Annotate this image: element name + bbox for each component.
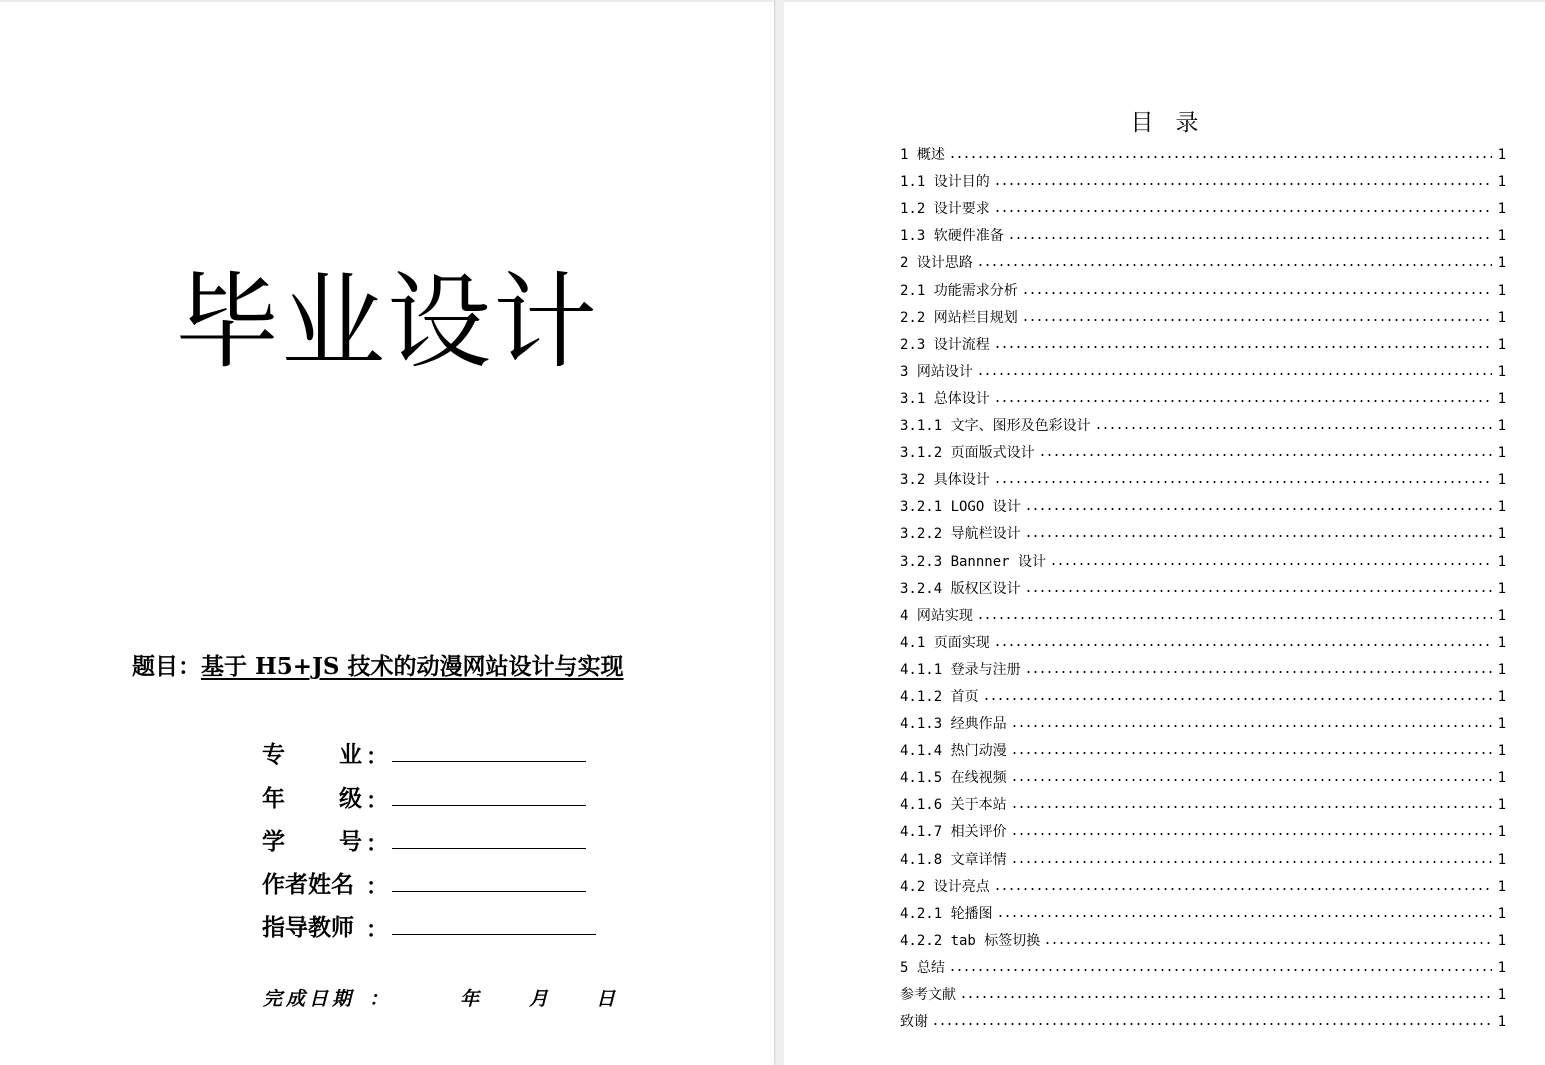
toc-dot-leader: [1011, 858, 1492, 866]
field-student-id: [262, 826, 586, 858]
toc-dot-leader: [1095, 424, 1492, 432]
toc-entry-page: 1: [1497, 878, 1506, 895]
toc-entry-text: 2.3 设计流程: [900, 336, 990, 353]
toc-entry[interactable]: [900, 467, 1506, 494]
toc-dot-leader: [960, 993, 1492, 1001]
toc-dot-leader: [1011, 722, 1492, 730]
toc-entry-text: 4.1 页面实现: [900, 634, 990, 651]
field-major: [262, 739, 586, 771]
toc-entry[interactable]: [900, 521, 1506, 548]
field-author-line[interactable]: [392, 869, 586, 892]
toc-entry[interactable]: [900, 494, 1506, 521]
toc-dot-leader: [1044, 939, 1492, 947]
field-author-label: 作者姓名: [262, 871, 354, 898]
toc-entry-text: 3 网站设计: [900, 363, 973, 380]
field-grade-char-1: 年: [262, 785, 285, 812]
toc-entry[interactable]: [900, 711, 1506, 738]
toc-entry-text: 3.1.2 页面版式设计: [900, 445, 1035, 462]
toc-entry-page: 1: [1497, 932, 1506, 949]
toc-entry-page: 1: [1497, 201, 1506, 218]
field-advisor-label: 指导教师: [262, 914, 354, 941]
toc-entry-page: 1: [1497, 228, 1506, 245]
toc-entry[interactable]: [900, 142, 1506, 169]
date-label: 完成日期: [263, 987, 356, 1010]
toc-entry-page: 1: [1497, 634, 1506, 651]
toc-entry-text: 3.2.4 版权区设计: [900, 580, 1021, 597]
toc-dot-leader: [994, 641, 1492, 649]
toc-entry-text: 3.2.2 导航栏设计: [900, 526, 1021, 543]
toc-dot-leader: [1050, 560, 1492, 568]
toc-entry[interactable]: [900, 792, 1506, 819]
toc-dot-leader: [994, 397, 1492, 405]
toc-entry[interactable]: [900, 386, 1506, 413]
field-grade-line[interactable]: [392, 783, 586, 806]
toc-entry-text: 2 设计思路: [900, 255, 973, 272]
thesis-subject: [132, 652, 632, 682]
page-top-rule: [784, 0, 1545, 2]
toc-entry-page: 1: [1497, 661, 1506, 678]
toc-entry-text: 2.1 功能需求分析: [900, 282, 1018, 299]
toc-entry-text: 3.2.3 Bannner 设计: [900, 553, 1047, 570]
subject-label: 题目：: [132, 653, 201, 680]
toc-entry-text: 1 概述: [900, 147, 945, 164]
toc-entry-text: 4.1.8 文章详情: [900, 851, 1007, 868]
toc-entry-text: 3.2 具体设计: [900, 472, 990, 489]
toc-dot-leader: [994, 478, 1492, 486]
toc-entry-page: 1: [1497, 174, 1506, 191]
toc-entry-text: 3.1 总体设计: [900, 390, 990, 407]
toc-entry-text: 1.2 设计要求: [900, 201, 990, 218]
toc-dot-leader: [1025, 668, 1492, 676]
toc-entry-page: 1: [1497, 418, 1506, 435]
toc-entry[interactable]: [900, 874, 1506, 901]
toc-entry-page: 1: [1497, 797, 1506, 814]
toc-entry-page: 1: [1497, 851, 1506, 868]
field-student-id-char-1: 学: [262, 828, 285, 855]
field-colon: ：: [365, 787, 388, 814]
toc-entry-page: 1: [1497, 959, 1506, 976]
toc-dot-leader: [1025, 587, 1492, 595]
toc-dot-leader: [949, 966, 1492, 974]
toc-entry-text: 参考文献: [900, 987, 956, 1003]
toc-entry[interactable]: [900, 277, 1506, 304]
toc-entry-text: 4.1.7 相关评价: [900, 824, 1007, 841]
toc-entry-page: 1: [1497, 716, 1506, 733]
toc-entry[interactable]: [900, 955, 1506, 982]
completion-date: [263, 982, 615, 1012]
toc-title: 目录: [1130, 110, 1221, 136]
date-month: 月: [529, 987, 549, 1010]
toc-dot-leader: [983, 695, 1492, 703]
toc-entry-text: 3.2.1 LOGO 设计: [900, 499, 1021, 516]
toc-entry-text: 4.2 设计亮点: [900, 878, 990, 895]
toc-entry-text: 4.1.3 经典作品: [900, 716, 1007, 733]
toc-entry-text: 4.2.1 轮播图: [900, 905, 993, 922]
toc-dot-leader: [1008, 234, 1492, 242]
field-colon: ：: [365, 830, 388, 857]
toc-entry-text: 4.2.2 tab 标签切换: [900, 932, 1041, 949]
toc-entry-page: 1: [1497, 282, 1506, 299]
toc-entry[interactable]: [900, 928, 1506, 955]
subject-text: 基于 H5+JS 技术的动漫网站设计与实现: [201, 653, 624, 680]
toc-entry-page: 1: [1497, 147, 1506, 164]
field-major-char-2: 业: [339, 741, 362, 768]
toc-entry[interactable]: [900, 305, 1506, 332]
date-colon: ：: [369, 987, 389, 1010]
toc-entry-text: 3.1.1 文字、图形及色彩设计: [900, 418, 1091, 435]
toc-dot-leader: [994, 343, 1492, 351]
toc-entry[interactable]: [900, 901, 1506, 928]
toc-entry-page: 1: [1497, 445, 1506, 462]
toc-entry-page: 1: [1497, 987, 1506, 1003]
toc-dot-leader: [1025, 505, 1492, 513]
toc-dot-leader: [994, 885, 1492, 893]
toc-entry-page: 1: [1497, 607, 1506, 624]
toc-entry[interactable]: [900, 603, 1506, 630]
toc-entry[interactable]: [900, 657, 1506, 684]
field-advisor: [262, 912, 596, 944]
toc-entry-page: 1: [1497, 1014, 1506, 1031]
toc-dot-leader: [1011, 830, 1492, 838]
field-colon: ：: [365, 873, 388, 900]
toc-dot-leader: [1039, 451, 1492, 459]
date-year: 年: [460, 987, 480, 1010]
toc-entry[interactable]: [900, 630, 1506, 657]
toc-entry-text: 4.1.5 在线视频: [900, 770, 1007, 787]
toc-entry[interactable]: [900, 765, 1506, 792]
toc-entry-text: 4.1.6 关于本站: [900, 797, 1007, 814]
field-grade-label: [262, 783, 362, 815]
toc-entry-text: 1.3 软硬件准备: [900, 228, 1004, 245]
toc-entry-page: 1: [1497, 905, 1506, 922]
toc-entry[interactable]: [900, 196, 1506, 223]
toc-entry-page: 1: [1497, 309, 1506, 326]
toc-entry-page: 1: [1497, 499, 1506, 516]
toc-entry[interactable]: [900, 440, 1506, 467]
toc-entry-page: 1: [1497, 390, 1506, 407]
page-top-rule: [0, 0, 774, 2]
toc-dot-leader: [932, 1020, 1492, 1028]
toc-page: [784, 0, 1545, 1065]
field-major-char-1: 专: [262, 741, 285, 768]
toc-entry-page: 1: [1497, 688, 1506, 705]
toc-entry[interactable]: [900, 982, 1506, 1009]
toc-dot-leader: [977, 614, 1492, 622]
toc-dot-leader: [1011, 803, 1492, 811]
toc-entry-page: 1: [1497, 553, 1506, 570]
toc-entry[interactable]: [900, 413, 1506, 440]
toc-entry-page: 1: [1497, 824, 1506, 841]
toc-entry-text: 4 网站实现: [900, 607, 973, 624]
toc-entry-text: 5 总结: [900, 959, 945, 976]
toc-entry[interactable]: [900, 332, 1506, 359]
toc-entry[interactable]: [900, 359, 1506, 386]
field-major-label: [262, 739, 362, 771]
toc-entry[interactable]: [900, 548, 1506, 575]
field-grade: [262, 783, 586, 815]
toc-dot-leader: [1011, 776, 1492, 784]
toc-entry[interactable]: [900, 684, 1506, 711]
toc-entry-page: 1: [1497, 526, 1506, 543]
toc-entry-page: 1: [1497, 472, 1506, 489]
toc-entry-page: 1: [1497, 580, 1506, 597]
toc-entry[interactable]: [900, 223, 1506, 250]
toc-dot-leader: [1022, 289, 1492, 297]
toc-dot-leader: [949, 153, 1492, 161]
toc-entry-page: 1: [1497, 743, 1506, 760]
toc-dot-leader: [1025, 532, 1492, 540]
toc-entry-text: 4.1.4 热门动漫: [900, 743, 1007, 760]
toc-dot-leader: [994, 207, 1492, 215]
toc-dot-leader: [997, 912, 1492, 920]
field-student-id-line[interactable]: [392, 826, 586, 849]
toc-entry-page: 1: [1497, 363, 1506, 380]
field-major-line[interactable]: [392, 739, 586, 762]
field-student-id-char-2: 号: [339, 828, 362, 855]
field-student-id-label: [262, 826, 362, 858]
toc-entry-text: 2.2 网站栏目规划: [900, 309, 1018, 326]
toc-entry-text: 4.1.2 首页: [900, 688, 979, 705]
toc-entry-page: 1: [1497, 770, 1506, 787]
toc-entry-text: 致谢: [900, 1014, 928, 1031]
toc-entry[interactable]: [900, 819, 1506, 846]
toc-dot-leader: [977, 261, 1492, 269]
toc-dot-leader: [994, 180, 1492, 188]
field-colon: ：: [365, 743, 388, 770]
field-colon: ：: [365, 916, 388, 943]
toc-dot-leader: [977, 370, 1492, 378]
toc-dot-leader: [1022, 316, 1492, 324]
toc-entry[interactable]: [900, 169, 1506, 196]
date-day: 日: [596, 987, 616, 1010]
cover-title: 毕业设计: [174, 261, 599, 383]
toc-entry[interactable]: [900, 846, 1506, 873]
toc-list: [900, 142, 1506, 1036]
field-grade-char-2: 级: [339, 785, 362, 812]
toc-entry-text: 1.1 设计目的: [900, 174, 990, 191]
toc-entry-page: 1: [1497, 255, 1506, 272]
toc-entry[interactable]: [900, 576, 1506, 603]
toc-entry[interactable]: [900, 250, 1506, 277]
toc-entry[interactable]: [900, 1009, 1506, 1036]
field-advisor-line[interactable]: [392, 912, 596, 935]
toc-dot-leader: [1011, 749, 1492, 757]
field-author: [262, 869, 586, 901]
toc-entry-page: 1: [1497, 336, 1506, 353]
toc-entry-text: 4.1.1 登录与注册: [900, 661, 1021, 678]
toc-entry[interactable]: [900, 738, 1506, 765]
